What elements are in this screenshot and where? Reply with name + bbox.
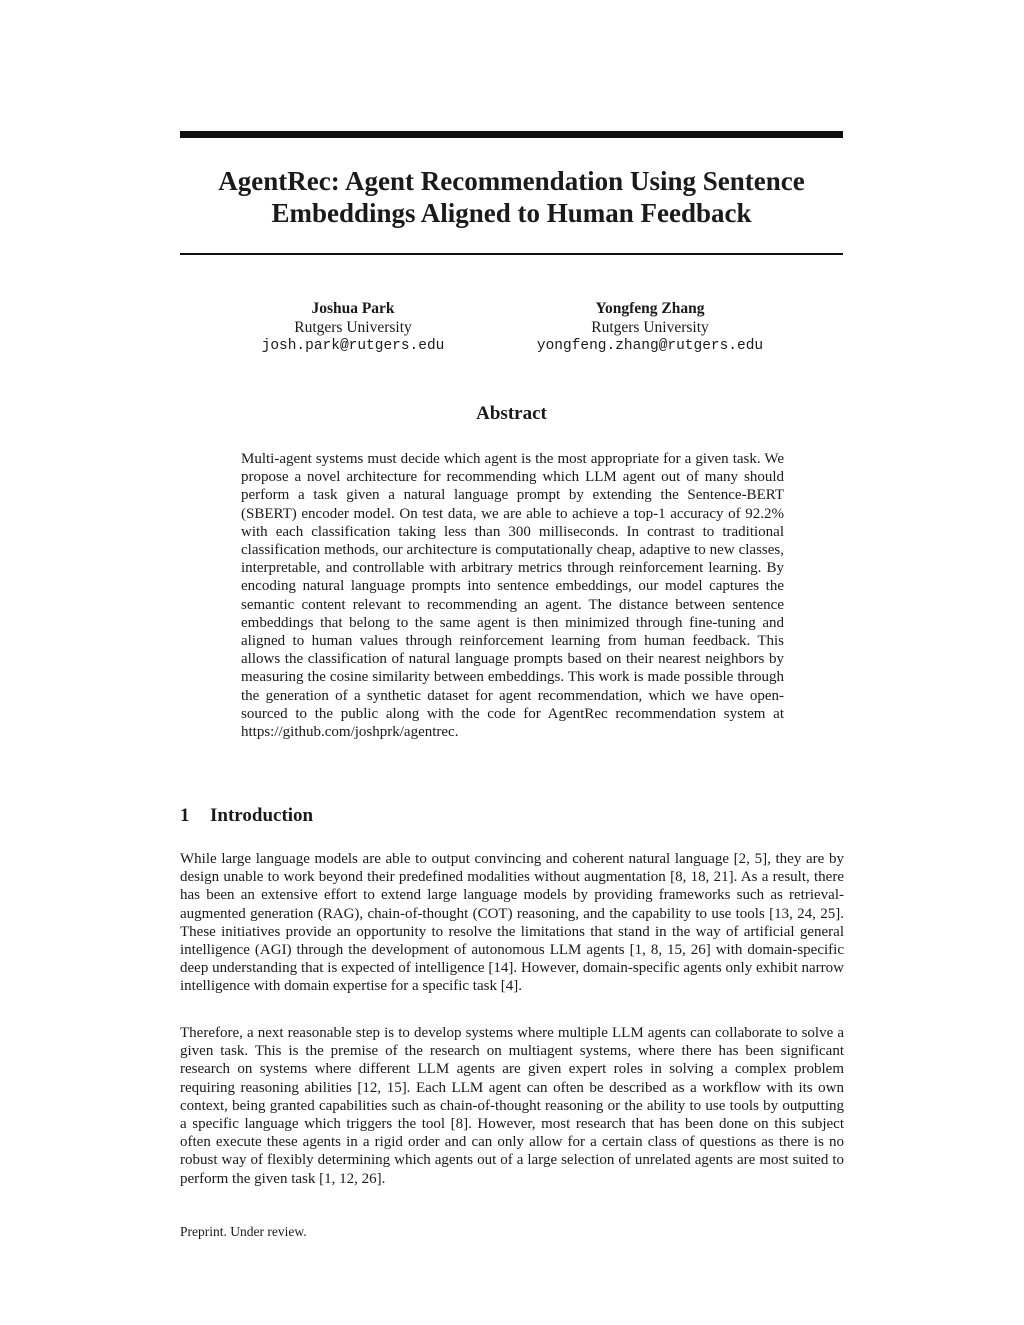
title-top-rule <box>180 131 843 138</box>
author-name: Yongfeng Zhang <box>595 300 705 317</box>
author-email: yongfeng.zhang@rutgers.edu <box>536 338 764 354</box>
author-email: josh.park@rutgers.edu <box>261 338 445 354</box>
author-affiliation: Rutgers University <box>294 319 412 336</box>
intro-paragraph-1: While large language models are able to output convincing and coherent natural language [2, 5], they are by design unable to work beyond their predefined modalities without augmentation [8, 18, 21]. As a result, there has been an extensive effort to extend large language models by providing frameworks such as retrieval-augmented generation (RAG), chain-of-thought (COT) reasoning, and the capability to use tools [13, 24, 25]. These initiatives provide an opportunity to resolve the limitations that stand in the way of artificial general intelligence (AGI) through the development of autonomous LLM agents [1, 8, 15, 26] with domain-specific deep understanding that is expected of intelligence [14]. However, domain-specific agents only exhibit narrow intelligence with domain expertise for a specific task [4]. <box>180 851 844 995</box>
section-heading-introduction <box>180 804 313 828</box>
paper-title-line-2: Embeddings Aligned to Human Feedback <box>271 198 752 228</box>
paper-title <box>180 165 843 229</box>
preprint-footer: Preprint. Under review. <box>180 1224 307 1239</box>
author-affiliation: Rutgers University <box>591 319 709 336</box>
intro-paragraph-2: Therefore, a next reasonable step is to develop systems where multiple LLM agents can collaborate to solve a given task. This is the premise of the research on multiagent systems, where there has been significant research on systems where different LLM agents are given expert roles in solving a complex problem requiring reasoning abilities [12, 15]. Each LLM agent can often be described as a workflow with its own context, being granted capabilities such as chain-of-thought reasoning or the ability to use tools by outputting a specific language which triggers the tool [8]. However, most research that has been done on this subject often execute these agents in a rigid order and can only allow for a certain class of questions as there is no robust way of flexibly determining which agents out of a large selection of unrelated agents are most suited to perform the given task [1, 12, 26]. <box>180 1025 844 1187</box>
author-block-2 <box>500 299 800 356</box>
section-title: Introduction <box>210 805 314 826</box>
author-name: Joshua Park <box>311 300 395 317</box>
abstract-heading: Abstract <box>476 403 547 424</box>
paper-title-line-1: AgentRec: Agent Recommendation Using Sentence <box>218 166 805 196</box>
author-block-1 <box>203 299 503 356</box>
title-bottom-rule <box>180 253 843 255</box>
section-number: 1 <box>180 805 190 826</box>
abstract-body: Multi-agent systems must decide which agent is the most appropriate for a given task. We propose a novel architecture for recommending which LLM agent out of many should perform a task given a natural language prompt by extending the Sentence-BERT (SBERT) encoder model. On test data, we are able to achieve a top-1 accuracy of 92.2% with each classification taking less than 300 milliseconds. In contrast to traditional classification methods, our architecture is computationally cheap, adaptive to new classes, interpretable, and controllable with arbitrary metrics through reinforcement learning. By encoding natural language prompts into sentence embeddings, our model captures the semantic content relevant to recommending an agent. The distance between sentence embeddings that belong to the same agent is then minimized through fine-tuning and aligned to human values through reinforcement learning from human feedback. This allows the classification of natural language prompts based on their nearest neighbors by measuring the cosine similarity between embeddings. This work is made possible through the generation of a synthetic dataset for agent recommendation, which we have open-sourced to the public along with the code for AgentRec recommendation system at https://github.com/joshprk/agentrec. <box>241 451 784 741</box>
